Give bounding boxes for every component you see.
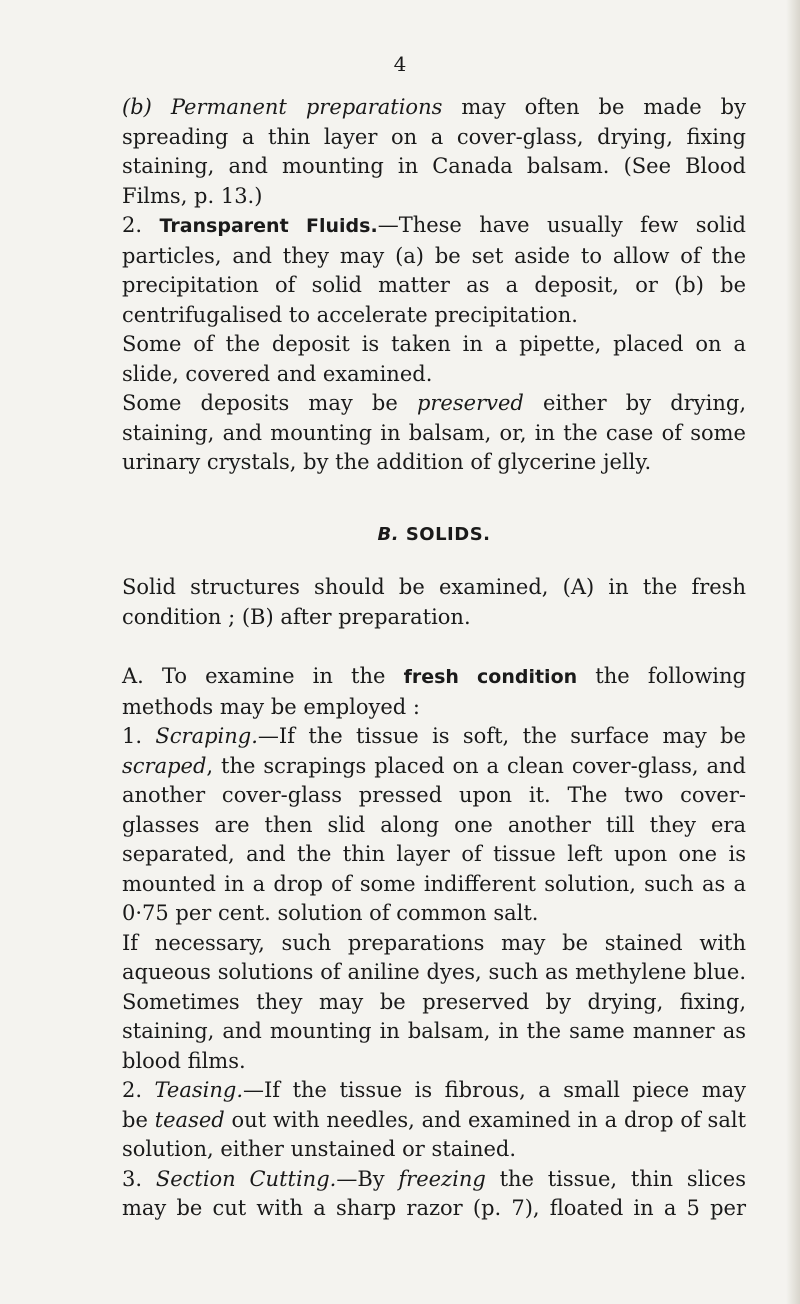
paragraph-section-cutting: 3. Section Cutting.—By freezing the tissue, thin slices may be cut with a sharp razor (p. 7), floated in a 5 per: [122, 1166, 746, 1220]
italic-term: Section Cutting.: [155, 1166, 337, 1191]
bold-term: fresh condition: [403, 666, 578, 688]
paragraph-transparent-fluids: 2. Transparent Fluids.—These have usually few solid particles, and they may (a) be set aside to allow of the precipitation of solid matter as a deposit, or (b) be centrifugalised to accelerate precipitation.: [122, 213, 746, 327]
paragraph-solids: Solid structures should be examined, (A) in the fresh condition ; (B) after preparation.: [122, 575, 746, 629]
italic-term: preserved: [416, 391, 524, 415]
italic-term: Scraping.: [155, 724, 258, 748]
italic-term: teased: [154, 1107, 225, 1132]
section-heading: B. SOLIDS.: [377, 523, 491, 545]
italic-term: scraped: [122, 753, 207, 778]
paragraph-scraping: 1. Scraping.—If the tissue is soft, the surface may be scraped, the scrapings placed on a clean cover-glass, and another cover-glass pressed upon it. The two cover- glasses are then slid along one another till they era separated, and the thin layer of tissue left upon one is mounted in a drop of some indifferent solution, such as a 0·75 per cent. solution of common salt.: [122, 724, 746, 925]
paragraph-preserved: Some deposits may be preserved either by drying, staining, and mounting in balsam, or, in the case of some urinary crystals, by the addition of glycerine jelly.: [122, 391, 746, 474]
paragraph-fresh-condition: A. To examine in the fresh condition the following methods may be employed :: [122, 664, 746, 719]
paragraph-staining: If necessary, such preparations may be stained with aqueous solutions of aniline dyes, such as methylene blue. Sometimes they may be preserved by drying, fixing, staining, and mounting in balsam, in the same manner as blood films.: [122, 930, 746, 1073]
paragraph-deposit: Some of the deposit is taken in a pipette, placed on a slide, covered and examined.: [122, 332, 746, 386]
page-body: [122, 93, 746, 1224]
italic-term: (b) Permanent preparations: [122, 95, 443, 119]
italic-term: freezing: [398, 1166, 486, 1191]
page-edge-shadow: [786, 0, 800, 1304]
section-title: Transparent Fluids.: [159, 215, 378, 237]
paragraph-teasing: 2. Teasing.—If the tissue is fibrous, a small piece may be teased out with needles, and examined in a drop of salt solution, either unstained or stained.: [122, 1078, 747, 1161]
page-number: 4: [393, 52, 407, 76]
paragraph-permanent-preparations: (b) Permanent preparations may often be made by spreading a thin layer on a cover-glass, drying, fixing staining, and mounting in Canada balsam. (See Blood Films, p. 13.): [122, 95, 746, 208]
italic-term: Teasing.: [154, 1078, 244, 1102]
